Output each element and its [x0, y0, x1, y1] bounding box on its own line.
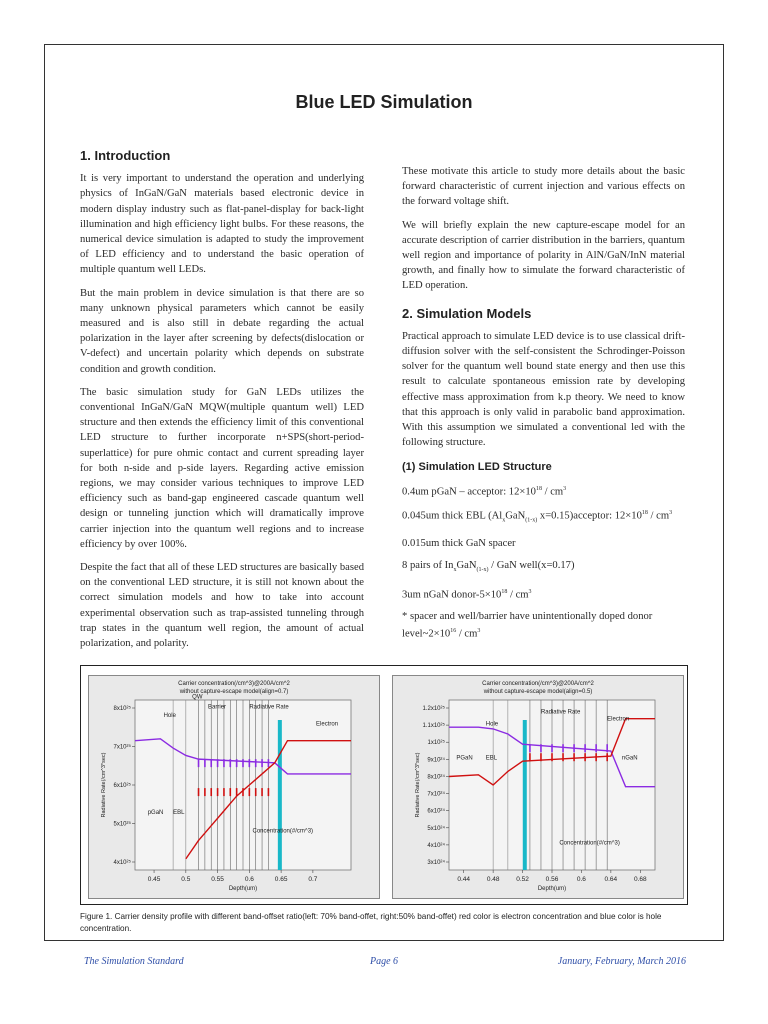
annotation-label: Hole [163, 713, 176, 719]
footer-journal: The Simulation Standard [84, 956, 184, 967]
spec-pgan: 0.4um pGaN – acceptor: $12\times 10^{18} / cm^3$ [402, 485, 567, 498]
chart-left [88, 675, 380, 899]
x-tick-label: 0.44 [457, 876, 471, 883]
chart-title: Carrier concentration(/cm^3)@200A/cm^2 [482, 681, 594, 687]
y-tick-label: 8x10²⁵ [113, 706, 131, 712]
chart-right [392, 675, 684, 899]
intro-heading: 1. Introduction [80, 148, 171, 163]
x-tick-label: 0.7 [308, 876, 318, 883]
y-tick-label: 4x10²⁴ [427, 842, 445, 849]
annotation-label: Hole [485, 721, 499, 728]
intro-paragraph-4: Despite the fact that all of these LED structures are basically based on the conventional LED structure, it is still not known about the correct simulation models and how to take into account experimental observation such as trap-assisted tunneling through trap states in the quantum well region, the amount of actual polarization, and polarity. [80, 562, 364, 650]
y-tick-label: 3x10²⁴ [427, 860, 445, 866]
y-tick-label: 4x10²⁵ [113, 860, 131, 866]
chart-left-svg [89, 676, 379, 898]
x-tick-label: 0.52 [516, 876, 529, 883]
annotation-label: EBL [485, 755, 498, 762]
radiative-rate-bar [278, 720, 282, 870]
annotation-label: Radiative Rate [249, 704, 289, 711]
annotation-label: Barrier [208, 704, 227, 711]
y-tick-label: 8x10²⁴ [427, 774, 445, 781]
models-heading: 2. Simulation Models [402, 305, 532, 321]
x-axis-label: Depth(um) [228, 886, 258, 892]
x-tick-label: 0.56 [545, 876, 559, 883]
y-axis-label: Radiative Rate(/cm^3*sec) [101, 752, 107, 818]
spec-note: * spacer and well/barrier have unintentionally doped donor $level\sim 2\times 10^{16} / cm^3$ [402, 611, 653, 640]
y-tick-label: 1.2x10²⁵ [422, 706, 445, 712]
x-tick-label: 0.5 [181, 876, 191, 883]
chart-title: Carrier concentration(/cm^3)@200A/cm^2 [178, 681, 290, 687]
radiative-rate-bar [523, 720, 527, 870]
x-tick-label: 0.68 [633, 876, 647, 883]
x-tick-label: 0.6 [576, 876, 586, 883]
annotation-label: QW [192, 694, 203, 701]
right-column [402, 164, 685, 649]
models-paragraph-1: Practical approach to simulate LED device is to use classical drift-diffusion solver with the self-consistent the Schrodinger-Poisson solver for the quantum well bound state energy and then use this result to calculate spontaneous emission rate by developing effective mass approximation from k.p theory. We need to know that this approach is only valid in parabolic band approximation. With this assumption we simulated a conventional led with the following structure. [402, 330, 685, 449]
annotation-label: Electron [316, 721, 339, 728]
x-tick-label: 0.48 [486, 876, 500, 883]
annotation-label: PGaN [456, 755, 473, 762]
intro-paragraph-3: The basic simulation study for GaN LEDs utilizes the conventional InGaN/GaN MQW(multiple quantum well) LED structure and then extends the efficiency limit of this conventional LED structure to further incorporate n+SPS(short-period-superlattice) for pure ohmic contact and current spreading layer for both n-side and p-side layers. Regarding active emission regions, we may consider various techniques to improve LED efficiency such as band-gap engineered cascade quantum well design or tunneling junction which will dramatically improve carrier injection into the quantum well regions and to increase efficiency by over 100%. [80, 386, 364, 550]
y-tick-label: 5x10²⁴ [427, 825, 445, 832]
intro-paragraph-2: But the main problem in device simulation is that there are so many unknown physical parameters which cannot be easily measured and is also still in debate regarding the actual polarization in the layer after screening by defects(dislocation or V-defect) and uncertain polarity which depends on substrate condition and growth condition. [80, 287, 364, 375]
spec-spacer: 0.015um thick GaN spacer [402, 537, 516, 549]
annotation-label: Concentration(#/cm^3) [252, 828, 314, 835]
annotation-label: Radiative Rate [540, 709, 581, 716]
annotation-label: nGaN [621, 755, 638, 762]
y-tick-label: 7x10²⁵ [113, 744, 131, 751]
y-tick-label: 6x10²⁴ [427, 808, 445, 815]
x-tick-label: 0.6 [244, 876, 254, 883]
annotation-label: Electron [607, 716, 630, 723]
y-axis-label: Radiative Rate(/cm^3*sec) [415, 752, 421, 818]
left-column [80, 148, 364, 659]
spec-well: 8 pairs of $In_xGaN_{(1-x)}$ / GaN well(x=0.17) [402, 559, 575, 573]
y-tick-label: 6x10²⁵ [113, 783, 131, 789]
footer-date: January, February, March 2016 [557, 956, 686, 967]
intro-paragraph-6: We will briefly explain the new capture-escape model for an accurate description of carrier distribution in the barriers, quantum well region and importance of polarity in AlN/GaN/InN material growth, and finally how to simulate the forward characteristic of LED operation. [402, 219, 685, 292]
intro-paragraph-1: It is very important to understand the operation and underlying physics of InGaN/GaN materials based electronic device in modern display industry such as flat-panel-display for back-light illumination and high efficiency light bulbs. For these reasons, the numerical device simulation is adapted to study the improvement of LED efficiency and to understand the basic operation of multiple quantum well LEDs. [80, 173, 364, 276]
chart-right-svg [393, 676, 683, 898]
chart-subtitle: without capture-escape model(align=0.7) [179, 689, 289, 695]
annotation-label: Concentration(#/cm^3) [559, 840, 620, 847]
y-tick-label: 1.1x10²⁵ [422, 723, 445, 730]
y-tick-label: 1x10²⁵ [427, 740, 445, 747]
chart-subtitle: without capture-escape model(align=0.5) [483, 689, 593, 695]
structure-subheading: (1) Simulation LED Structure [402, 461, 552, 474]
figure-box [80, 665, 688, 905]
x-tick-label: 0.55 [211, 876, 224, 883]
y-tick-label: 5x10²⁵ [113, 821, 131, 828]
x-axis-label: Depth(um) [537, 886, 567, 892]
spec-ngan: 3um nGaN donor-$5\times 10^{18} / cm^3$ [402, 588, 532, 601]
y-tick-label: 7x10²⁴ [427, 791, 445, 798]
annotation-label: pGaN [147, 809, 164, 816]
intro-paragraph-5: These motivate this article to study more details about the basic forward characteristic of current injection and various effects on the forward voltage shift. [402, 166, 685, 208]
footer-page: Page 6 [369, 956, 399, 967]
x-tick-label: 0.45 [147, 876, 161, 883]
annotation-label: EBL [173, 809, 185, 816]
spec-ebl: 0.045um thick EBL ($Al_xGaN_{(1-x)}$ x=0.15)acceptor: $12\times 10^{18} / cm^3$ [402, 510, 673, 524]
page-title: Blue LED Simulation [295, 92, 473, 112]
x-tick-label: 0.64 [604, 876, 618, 883]
figure-caption: Figure 1. Carrier density profile with different band-offset ratio(left: 70% band-offet, right:50% band-offet) red color is electron concentration and blue color is hole concentration. [80, 912, 662, 933]
y-tick-label: 9x10²⁴ [427, 757, 445, 764]
x-tick-label: 0.65 [274, 876, 288, 883]
